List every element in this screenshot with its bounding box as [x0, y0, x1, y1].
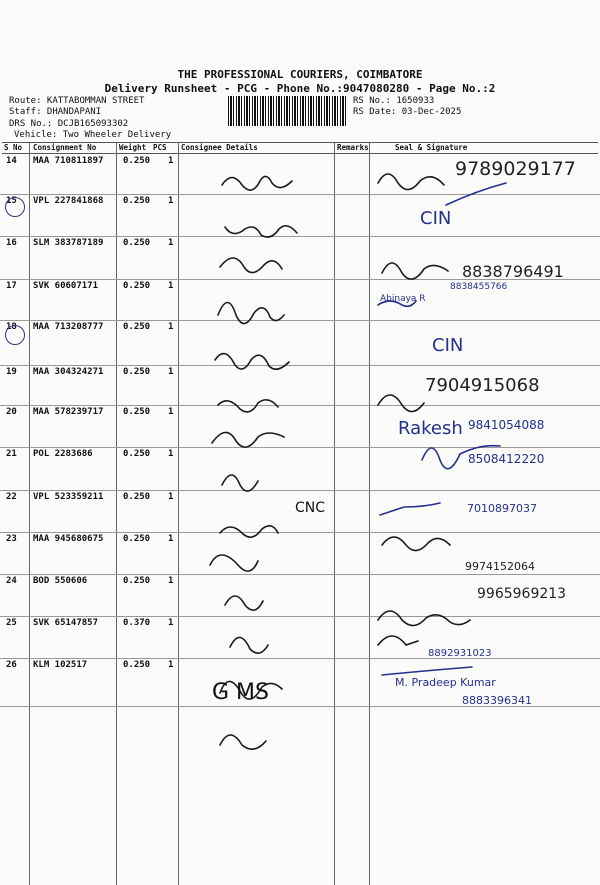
row-consignment-no: BOD 550606: [33, 576, 88, 586]
row-weight: 0.250: [123, 196, 151, 206]
row-sno: 20: [6, 407, 17, 417]
row-sno: 18: [6, 322, 17, 332]
row-sno: 26: [6, 660, 17, 670]
handwritten-phone: 8508412220: [468, 452, 545, 466]
row-pcs: 1: [168, 281, 174, 291]
row-pcs: 1: [168, 238, 174, 248]
gms-note: G MS: [212, 680, 269, 705]
company-title: THE PROFESSIONAL COURIERS, COIMBATORE: [177, 68, 423, 81]
cnc-note: CNC: [295, 500, 326, 516]
row-weight: 0.250: [123, 449, 151, 459]
row-sno: 17: [6, 281, 17, 291]
rs-number: RS No.: 1650933: [353, 96, 435, 106]
route-label: Route: KATTABOMMAN STREET: [9, 96, 145, 106]
col-header-seal: Seal & Signature: [395, 143, 468, 152]
row-weight: 0.250: [123, 660, 151, 670]
handwritten-phone: 8838796491: [462, 262, 564, 281]
row-pcs: 1: [168, 407, 174, 417]
row-sno: 25: [6, 618, 17, 628]
row-weight: 0.250: [123, 407, 151, 417]
row-sno: 21: [6, 449, 17, 459]
row-consignment-no: MAA 578239717: [33, 407, 104, 417]
row-consignment-no: VPL 227841868: [33, 196, 104, 206]
row-weight: 0.250: [123, 281, 151, 291]
row-weight: 0.250: [123, 238, 151, 248]
handwritten-name: Rakesh: [398, 418, 463, 439]
sno-circle-mark: [5, 325, 25, 345]
row-consignment-no: MAA 713208777: [33, 322, 104, 332]
row-pcs: 1: [168, 492, 174, 502]
handwritten-phone: 9965969213: [477, 586, 567, 602]
row-sno: 23: [6, 534, 17, 544]
sno-circle-mark: [5, 197, 25, 217]
row-pcs: 1: [168, 322, 174, 332]
row-consignment-no: MAA 710811897: [33, 156, 104, 166]
drs-label: DRS No.: DCJB165093302: [9, 119, 129, 129]
row-weight: 0.250: [123, 534, 151, 544]
handwritten-name: Abinaya R: [380, 294, 426, 304]
vehicle-label: Vehicle: Two Wheeler Delivery: [14, 130, 172, 140]
row-consignment-no: POL 2283686: [33, 449, 93, 459]
handwritten-name: M. Pradeep Kumar: [395, 676, 496, 689]
row-weight: 0.250: [123, 322, 151, 332]
col-header-consignee: Consignee Details: [181, 143, 258, 152]
runsheet-subtitle: Delivery Runsheet - PCG - Phone No.:9047080280 - Page No.:2: [104, 82, 496, 95]
col-header-consignment: Consignment No: [33, 143, 97, 152]
row-weight: 0.250: [123, 492, 151, 502]
col-header-weight: Weight: [119, 143, 147, 152]
rs-date: RS Date: 03-Dec-2025: [353, 107, 462, 117]
handwritten-phone: 7904915068: [425, 375, 540, 396]
row-sno: 16: [6, 238, 17, 248]
row-pcs: 1: [168, 660, 174, 670]
handwritten-phone: 8883396341: [462, 694, 532, 707]
row-pcs: 1: [168, 449, 174, 459]
barcode: [228, 96, 346, 126]
col-header-remarks: Remarks: [337, 143, 369, 152]
col-header-sno: S No: [4, 143, 23, 152]
handwritten-phone: 7010897037: [467, 502, 537, 515]
row-pcs: 1: [168, 156, 174, 166]
row-sno: 24: [6, 576, 17, 586]
row-consignment-no: SVK 65147857: [33, 618, 99, 628]
row-consignment-no: SVK 60607171: [33, 281, 99, 291]
row-consignment-no: MAA 304324271: [33, 367, 104, 377]
handwritten-phone: 9841054088: [468, 418, 545, 432]
seal-signatures: [372, 155, 597, 795]
row-weight: 0.250: [123, 576, 151, 586]
row-sno: 19: [6, 367, 17, 377]
row-weight: 0.250: [123, 367, 151, 377]
handwritten-phone: 9974152064: [465, 560, 535, 573]
handwritten-phone: 8838455766: [450, 282, 508, 292]
row-pcs: 1: [168, 534, 174, 544]
row-consignment-no: KLM 102517: [33, 660, 88, 670]
row-pcs: 1: [168, 196, 174, 206]
row-weight: 0.250: [123, 156, 151, 166]
row-sno: 14: [6, 156, 17, 166]
row-sno: 15: [6, 196, 17, 206]
row-pcs: 1: [168, 367, 174, 377]
row-consignment-no: MAA 945680675: [33, 534, 104, 544]
row-pcs: 1: [168, 618, 174, 628]
staff-label: Staff: DHANDAPANI: [9, 107, 102, 117]
handwritten-cin: CIN: [432, 335, 464, 356]
row-consignment-no: VPL 523359211: [33, 492, 104, 502]
handwritten-phone: 9789029177: [455, 158, 576, 180]
handwritten-cin: CIN: [420, 208, 452, 229]
row-weight: 0.370: [123, 618, 151, 628]
row-sno: 22: [6, 492, 17, 502]
col-header-pcs: PCS: [153, 143, 167, 152]
handwritten-phone: 8892931023: [428, 648, 492, 659]
row-pcs: 1: [168, 576, 174, 586]
row-consignment-no: SLM 383787189: [33, 238, 104, 248]
